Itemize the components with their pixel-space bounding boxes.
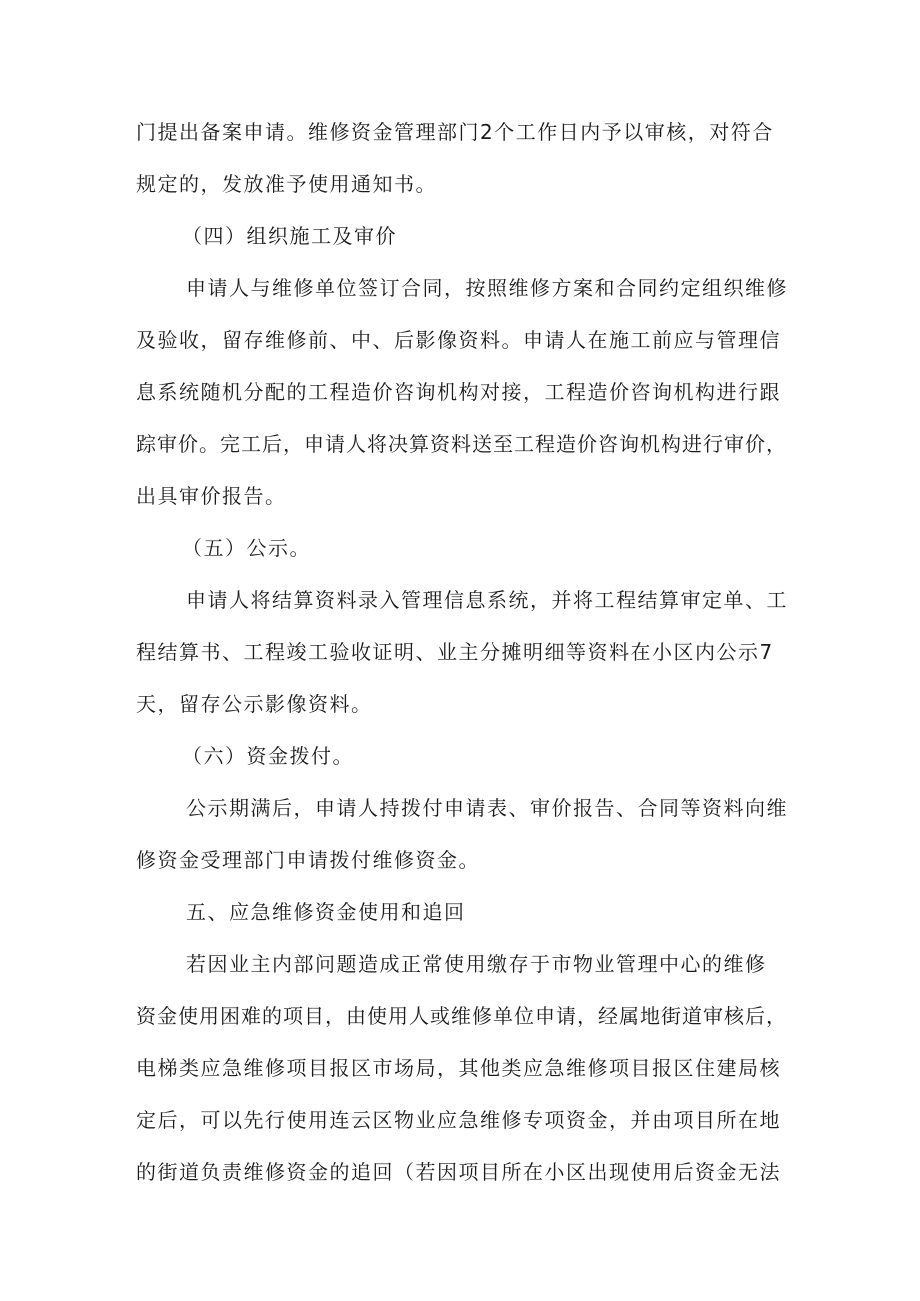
paragraph-line: 门提出备案申请。维修资金管理部门2个工作日内予以审核，对符合 bbox=[136, 120, 774, 144]
section-heading-five: 五、应急维修资金使用和追回 bbox=[186, 900, 466, 924]
paragraph-line: 规定的，发放准予使用通知书。 bbox=[136, 172, 437, 196]
paragraph-line: 程结算书、工程竣工验收证明、业主分摊明细等资料在小区内公示7 bbox=[136, 640, 774, 664]
paragraph-line: 公示期满后，申请人持拨付申请表、审价报告、合同等资料向维 bbox=[186, 796, 788, 820]
paragraph-line: 的街道负责维修资金的追回（若因项目所在小区出现使用后资金无法 bbox=[136, 1160, 781, 1184]
paragraph-line: 修资金受理部门申请拨付维修资金。 bbox=[136, 848, 480, 872]
paragraph-line: 出具审价报告。 bbox=[136, 484, 287, 508]
section-heading-5: （五）公示。 bbox=[182, 536, 311, 560]
paragraph-line: 申请人与维修单位签订合同，按照维修方案和合同约定组织维修 bbox=[186, 276, 788, 300]
paragraph-line: 若因业主内部问题造成正常使用缴存于市物业管理中心的维修 bbox=[186, 952, 767, 976]
paragraph-line: 天，留存公示影像资料。 bbox=[136, 692, 373, 716]
paragraph-line: 定后，可以先行使用连云区物业应急维修专项资金，并由项目所在地 bbox=[136, 1108, 781, 1132]
paragraph-line: 资金使用困难的项目，由使用人或维修单位申请，经属地街道审核后， bbox=[136, 1004, 787, 1028]
section-heading-6: （六）资金拨付。 bbox=[182, 744, 354, 768]
paragraph-line: 及验收，留存维修前、中、后影像资料。申请人在施工前应与管理信 bbox=[136, 328, 781, 352]
paragraph-line: 息系统随机分配的工程造价咨询机构对接，工程造价咨询机构进行跟 bbox=[136, 380, 781, 404]
paragraph-line: 电梯类应急维修项目报区市场局，其他类应急维修项目报区住建局核 bbox=[136, 1056, 781, 1080]
paragraph-line: 申请人将结算资料录入管理信息系统，并将工程结算审定单、工 bbox=[186, 588, 788, 612]
paragraph-line: 踪审价。完工后，申请人将决算资料送至工程造价咨询机构进行审价， bbox=[136, 432, 787, 456]
section-heading-4: （四）组织施工及审价 bbox=[182, 224, 397, 248]
